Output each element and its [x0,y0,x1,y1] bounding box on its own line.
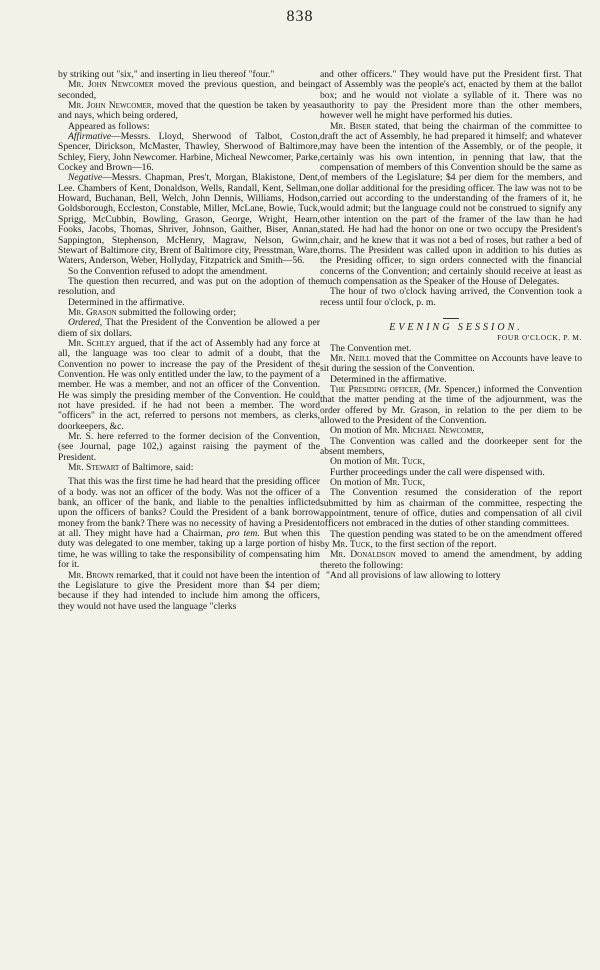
page-number: 838 [286,8,314,25]
paragraph: Further proceedings under the call were dispensed with. [330,466,545,478]
left-column [58,70,320,612]
vote-label: Negative [68,172,103,184]
speaker-name: Mr. Donaldson [330,549,396,561]
paragraph-text: That this was the first time he had heard that the presiding officer of a body. was not an officer of the body. Was not the officer of a bank, an officer of the bank, and liable to the penalties inflicted upon the officers of banks? Could the President of a bank borrow money from the bank? There was no necessity of having a President at all. They might have had a Chairman, [58,476,320,540]
italic-term: pro tem. [226,528,260,540]
paragraph-text: , [422,456,425,468]
paragraph: Appeared as follows: [68,120,150,132]
paragraph: The question then recurred, and was put on the adoption of the resolution, and [58,275,320,298]
paragraph [58,477,320,570]
section-divider [443,318,459,319]
speaker-name: Mr. Stewart [68,462,120,474]
paragraph-text: On motion of [330,456,385,468]
paragraph-text: moved to amend the amendment, by adding thereto the following: [320,549,582,571]
paragraph-text: , [481,425,484,437]
right-column [320,70,582,582]
paragraph-text: of Baltimore, said: [119,462,194,474]
speaker-name: Mr. Tuck [384,477,423,489]
paragraph-text: On motion of [330,477,385,489]
paragraph: and other officers." They would have put the President first. That act of Assembly was the people's act, enacted by them at the ballot box; and he would not violate a syllable of it. There was no authority to pay the President more than the other members, however well he might have performed his duties. [320,69,582,122]
speaker-name: Mr. Michael Newcomer [384,425,482,437]
vote-negative [58,173,320,266]
paragraph: Determined in the affirmative. [330,373,447,385]
paragraph [320,122,582,288]
vote-label: Affirmative [68,131,112,143]
paragraph: The Convention was called and the doorkeeper sent for the absent members, [320,435,582,458]
quoted-amendment: "And all provisions of law allowing to lottery [326,570,501,582]
paragraph [58,80,320,101]
speaker-name: Mr. Brown [68,569,114,581]
paragraph-text: , That the President of the Convention be allowed a per diem of six dollars. [58,317,320,339]
speaker-name: Mr. John Newcomer [68,79,154,91]
paragraph: Mr. S. here referred to the former decision of the Convention, (see Journal, page 102,) against raising the payment of the President. [58,431,320,463]
paragraph-text: The question pending was stated to be on the amendment offered by [320,528,582,551]
speaker-name: The Presiding officer [330,383,419,395]
paragraph: The Convention met. [330,342,412,354]
paragraph-text: , (Mr. Spencer,) informed the Convention that the matter pending at the time of the adjournment, was the order offered by Mr. Grason, in relation to the per diem to be allowed to the President of the Convention. [320,383,582,426]
paragraph: So the Convention refused to adopt the amendment. [68,265,268,277]
paragraph-text: submitted the following order; [116,306,237,318]
paragraph-text: , to the first section of the report. [370,539,497,551]
paragraph-text: stated, that being the chairman of the committee to draft the act of Assembly, he had prepared it himself; and whatever may have been the intention of the Assembly, or of the people, it certainly was his own intention, in penning that law, that the compensation of members of this Convention should be the same as of members of the Legislature; $4 per diem for the members, and one dollar additional for the presiding officer. The law was not to be carried out according to the understanding of the framers of it, he would admit; but the language could not be construed to signify any other intention on the part of the framer of the law than he had stated. He had had the honor on one or two occupy the President's chair, and he knew that it was not a bed of roses, but rather a bed of thorns. The President was called upon in addition to his duties as the Presiding officer, to sign orders connected with the financial concerns of the Convention; and certainly should receive at least as much compensation as the Speaker of the House of Delegates. [320,120,582,287]
speaker-name: Mr. John Newcomer [68,100,152,112]
order-paragraph [58,318,320,339]
paragraph-text: argued, that if the act of Assembly had any force at all, the language was too clear to admit of a doubt, that the Convention no power to increase the pay of the President of the Convention. He was only entitled under the law, to the payment of a member. He was a member, and not an officer of the Convention. He was simply the presiding member of the Convention. He could not have presided. if he had not been a member. The word "officers" in the act, referred to persons not members, as clerks, doorkeepers, &c. [58,337,320,432]
vote-names: —Messrs. Chapman, Pres't, Morgan, Blakistone, Dent, Lee. Chambers of Kent, Donaldson, Wells, Randall, Kent, Sellman, Howard, Buchanan, Bell, Welch, John Dennis, Williams, Hodson, Goldsborough, Eccleston, Constable, Miller, McLane, Bowie, Tuck, Sprigg, McCubbin, Bowling, Grason, George, Wright, Hearn, Fooks, Jacobs, Thomas, Shriver, Johnson, Gaither, Biser, Annan, Sappington, Stephenson, McHenry, Magraw, Nelson, Gwinn, Stewart of Baltimore city, Brent of Baltimore city, Presstman, Ware, Waters, Anderson, Weber, Hollyday, Fitzpatrick and Smith—56. [58,172,320,267]
paragraph: by striking out "six," and inserting in lieu thereof "four." [58,69,275,80]
session-heading: EVENING SESSION. [389,321,523,333]
paragraph: Determined in the affirmative. [68,296,185,308]
paragraph [320,530,582,551]
paragraph-text: But when this duty was delegated to one member, taking up a large portion of his time, he was willing to take the responsibility of compensating him for it. [58,528,320,571]
paragraph-text: , [422,477,425,489]
speaker-name: Mr. Neill [330,352,371,364]
paragraph [58,101,320,122]
speaker-name: Mr. Biser [330,120,372,132]
paragraph-text: , moved that the question be taken by yeas and nays, which being ordered, [58,100,321,122]
speaker-name: Mr. Tuck [384,456,423,468]
paragraph [320,354,582,375]
speaker-name: Mr. Grason [68,306,117,318]
vote-affirmative [58,132,320,173]
speaker-name: Mr. Tuck [332,539,371,551]
paragraph-text: moved the previous question, and being seconded, [58,79,321,101]
paragraph-text: On motion of [330,425,385,437]
paragraph [58,571,320,612]
speaker-name: Mr. Schley [68,337,116,349]
vote-names: —Messrs. Lloyd, Sherwood of Talbot, Coston, Spencer, Dirickson, McMaster, Thawley, Sherwood of Baltimore, Schley, Fiery, John Newcomer. Harbine, Micheal Newcomer, Parke, Cockey and Brown—16. [58,131,320,174]
order-label: Ordered [68,317,100,329]
paragraph: The hour of two o'clock having arrived, the Convention took a recess until four o'clock, p. m. [320,286,582,308]
paragraph [58,339,320,432]
paragraph [58,463,320,473]
session-time: FOUR O'CLOCK, P. M. [497,333,582,343]
paragraph-text: remarked, that it could not have been the intention of the Legislature to give the President more than $4 per diem; because if they had intended to include him among the officers, they would not have used the language "clerks [58,569,320,612]
paragraph [320,385,582,426]
paragraph: The Convention resumed the consideration of the report submitted by him as chairman of the committee, respecting the appointment, tenure of office, duties and compensation of all civil officers not embraced in the duties of other standing committees. [320,487,582,530]
paragraph [320,550,582,571]
paragraph-text: moved that the Committee on Accounts have leave to sit during the session of the Convention. [320,352,582,375]
